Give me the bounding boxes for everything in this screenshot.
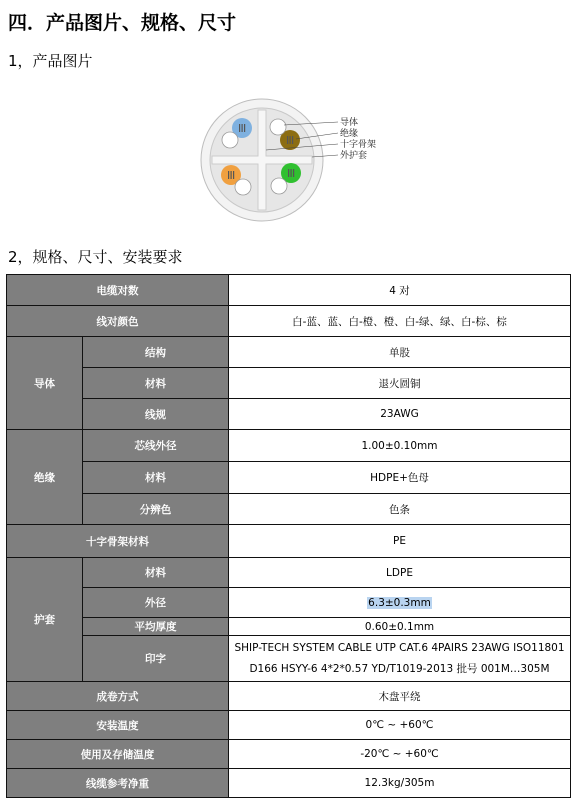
pair-green-white — [271, 178, 287, 194]
group-label-insulation: 绝缘 — [7, 430, 83, 525]
table-row — [7, 430, 571, 462]
value-insulation-color-id: 色条 — [229, 494, 571, 525]
value-pair-colors: 白-蓝、蓝、白-橙、橙、白-绿、绿、白-棕、棕 — [229, 306, 571, 337]
label-insulation-diameter: 芯线外径 — [83, 430, 229, 462]
table-row — [7, 588, 571, 618]
pair-orange-white — [235, 179, 251, 195]
table-row — [7, 275, 571, 306]
group-label-jacket: 护套 — [7, 558, 83, 682]
table-row — [7, 682, 571, 711]
figure-label-jacket: 外护套 — [340, 151, 368, 161]
value-jacket-diameter-cell — [229, 588, 571, 618]
value-net-weight: 12.3kg/305m — [229, 769, 571, 798]
value-insulation-material: HDPE+色母 — [229, 462, 571, 494]
section-title-specs: 2，规格、尺寸、安装要求 — [8, 248, 183, 266]
table-row — [7, 618, 571, 636]
value-storage-temp: -20℃ ~ +60℃ — [229, 740, 571, 769]
page-heading: 四．产品图片、规格、尺寸 — [8, 12, 237, 34]
table-row — [7, 337, 571, 368]
section-title-product-image: 1，产品图片 — [8, 52, 93, 70]
value-insulation-diameter: 1.00±0.10mm — [229, 430, 571, 462]
cable-cross-section-figure — [200, 95, 400, 230]
table-row — [7, 740, 571, 769]
spec-table — [6, 274, 571, 798]
label-pair-colors: 线对颜色 — [7, 306, 229, 337]
value-winding: 木盘平绕 — [229, 682, 571, 711]
value-conductor-gauge: 23AWG — [229, 399, 571, 430]
table-row — [7, 558, 571, 588]
value-install-temp: 0℃ ~ +60℃ — [229, 711, 571, 740]
value-jacket-marking — [229, 636, 571, 682]
value-cross-filler: PE — [229, 525, 571, 558]
table-row — [7, 636, 571, 682]
label-jacket-thickness: 平均厚度 — [83, 618, 229, 636]
label-cross-filler: 十字骨架材料 — [7, 525, 229, 558]
label-install-temp: 安装温度 — [7, 711, 229, 740]
group-label-conductor: 导体 — [7, 337, 83, 430]
label-conductor-material: 材料 — [83, 368, 229, 399]
label-jacket-diameter: 外径 — [83, 588, 229, 618]
label-conductor-structure: 结构 — [83, 337, 229, 368]
label-net-weight: 线缆参考净重 — [7, 769, 229, 798]
label-winding: 成卷方式 — [7, 682, 229, 711]
table-row — [7, 711, 571, 740]
label-insulation-color-id: 分辨色 — [83, 494, 229, 525]
value-jacket-material: LDPE — [229, 558, 571, 588]
table-row — [7, 525, 571, 558]
value-jacket-diameter: 6.3±0.3mm — [368, 596, 431, 609]
label-conductor-gauge: 线规 — [83, 399, 229, 430]
label-jacket-marking: 印字 — [83, 636, 229, 682]
figure-label-insulation: 绝缘 — [340, 129, 359, 139]
label-storage-temp: 使用及存储温度 — [7, 740, 229, 769]
table-row — [7, 399, 571, 430]
value-pair-count: 4 对 — [229, 275, 571, 306]
label-jacket-material: 材料 — [83, 558, 229, 588]
marking-line-2: D166 HSYY-6 4*2*0.57 YD/T1019-2013 批号 001M…305M — [249, 662, 550, 675]
pair-brown-white — [270, 119, 286, 135]
pair-blue-white — [222, 132, 238, 148]
figure-label-cross-filler: 十字骨架 — [340, 140, 377, 150]
table-row — [7, 462, 571, 494]
table-row — [7, 769, 571, 798]
marking-line-1: SHIP-TECH SYSTEM CABLE UTP CAT.6 4PAIRS 23AWG ISO11801 — [234, 641, 565, 654]
table-row — [7, 494, 571, 525]
table-row — [7, 368, 571, 399]
value-conductor-structure: 单股 — [229, 337, 571, 368]
label-insulation-material: 材料 — [83, 462, 229, 494]
value-jacket-thickness: 0.60±0.1mm — [229, 618, 571, 636]
table-row — [7, 306, 571, 337]
value-conductor-material: 退火圆铜 — [229, 368, 571, 399]
label-pair-count: 电缆对数 — [7, 275, 229, 306]
figure-label-conductor: 导体 — [340, 118, 359, 128]
